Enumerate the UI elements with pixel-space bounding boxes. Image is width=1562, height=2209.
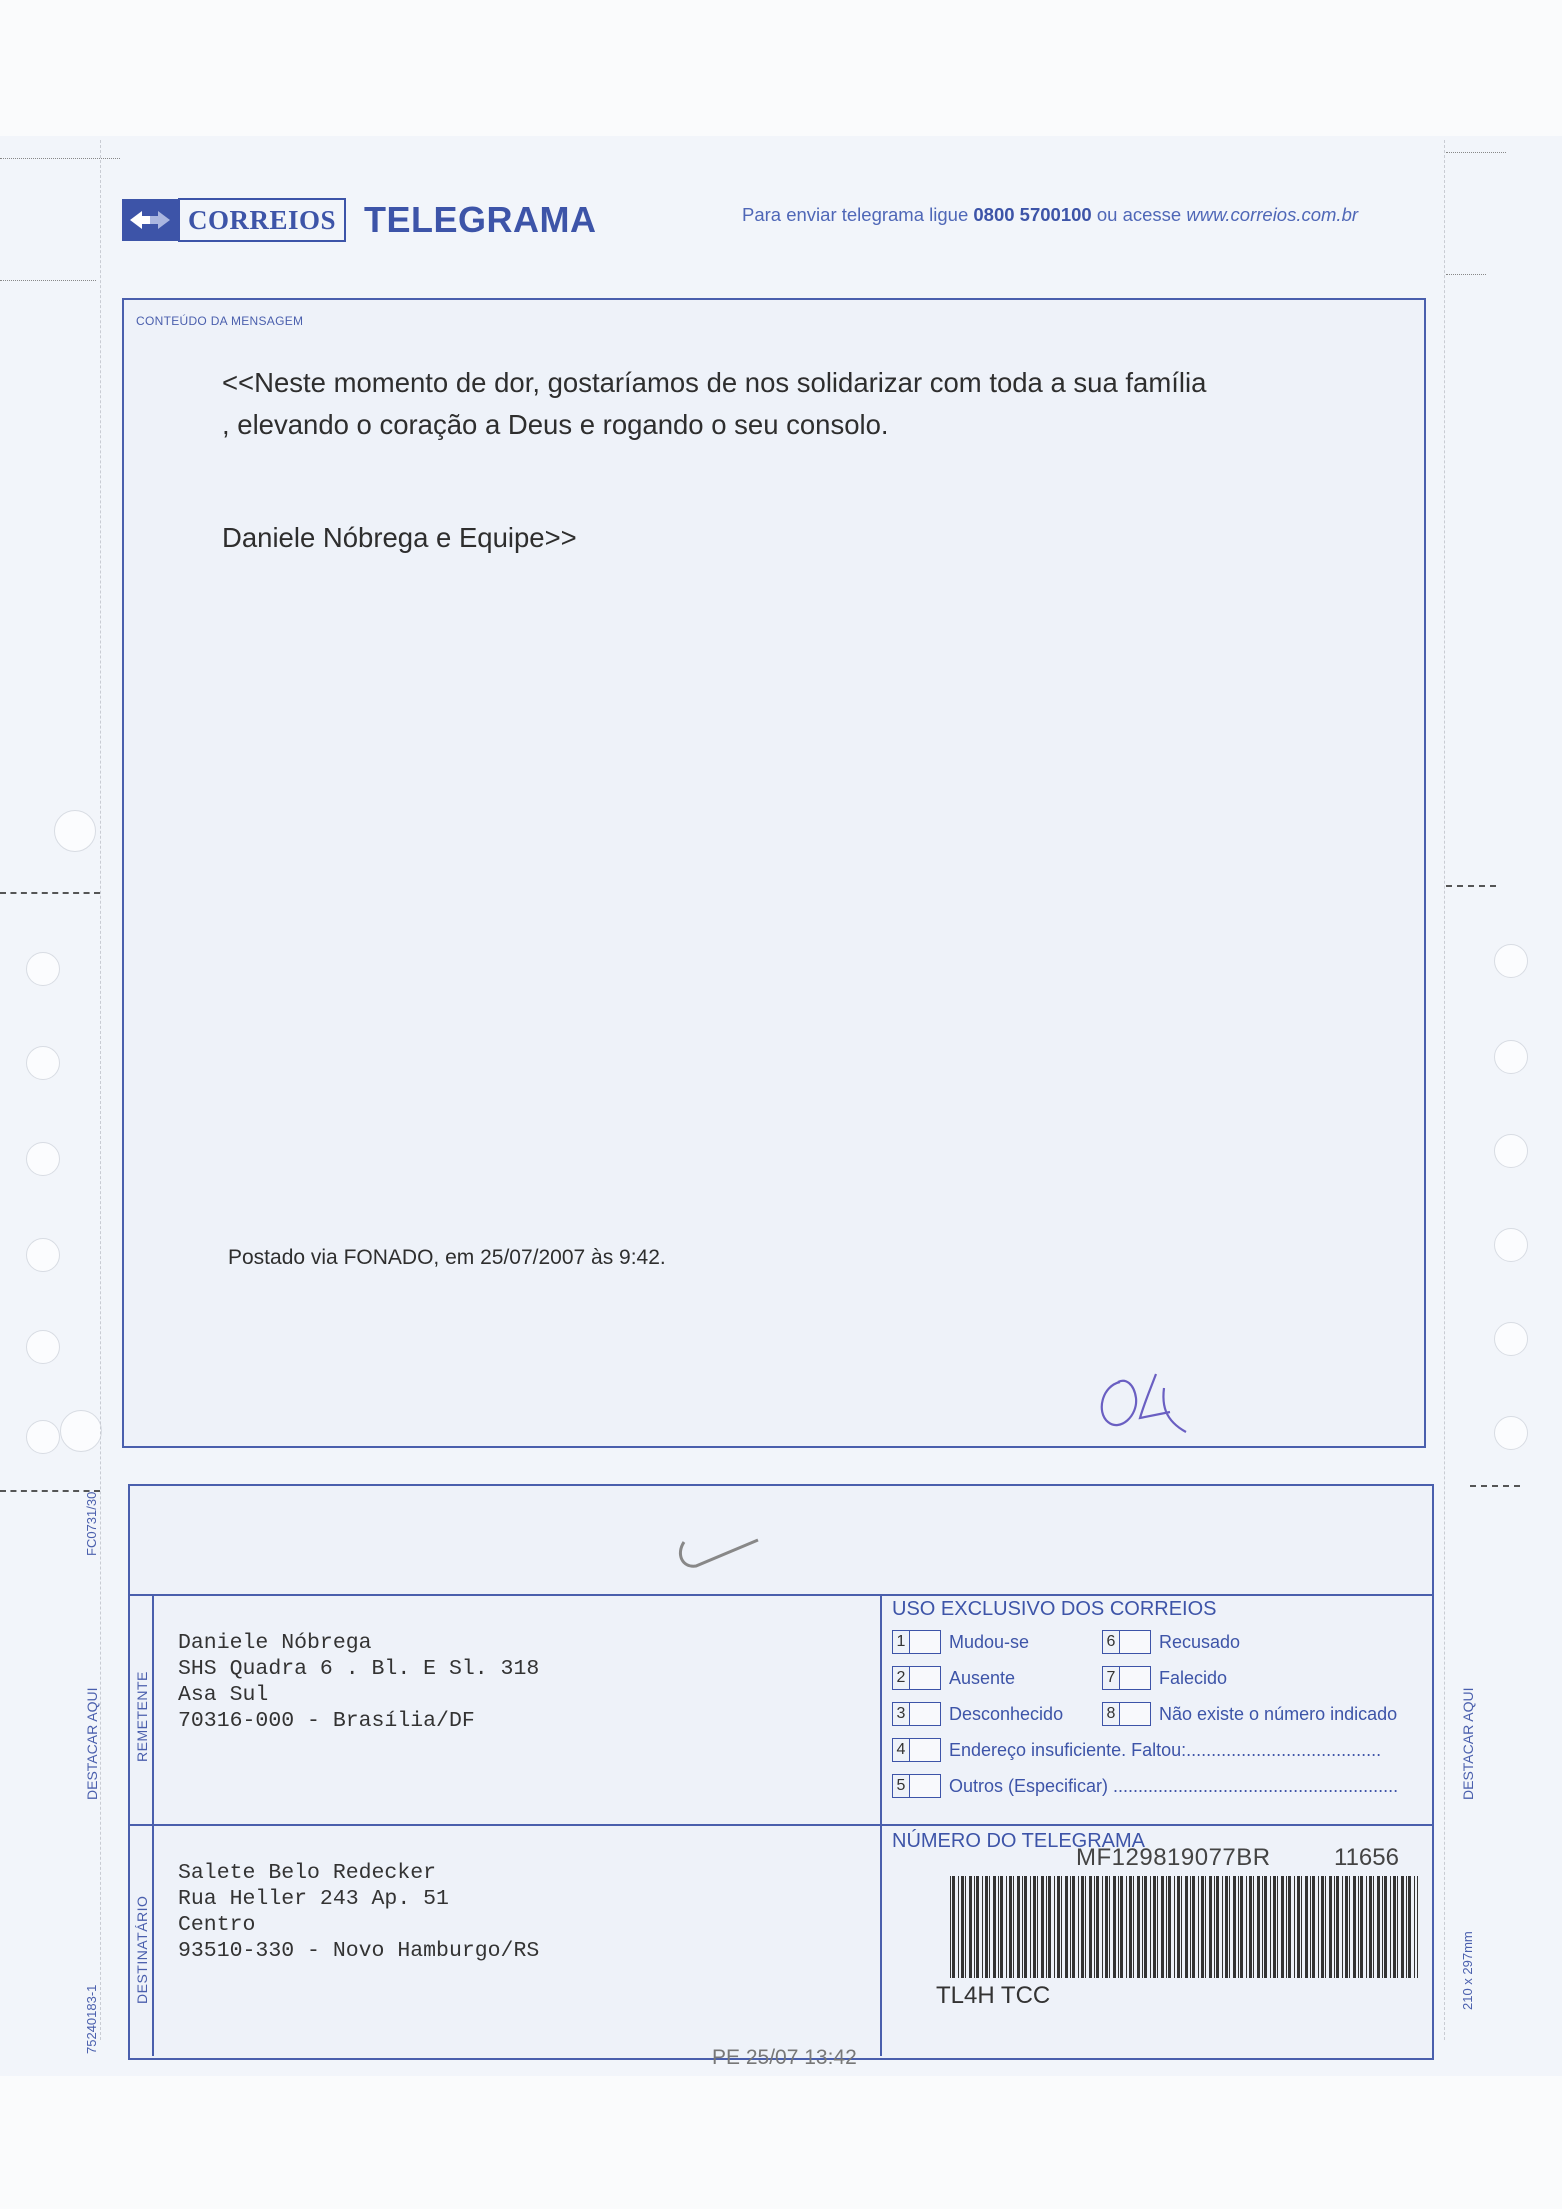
option-endereco-insuficiente[interactable]: 4 Endereço insuficiente. Faltou:....................................... (892, 1738, 1381, 1762)
form-divider (130, 1824, 1432, 1826)
postal-stamp: PE 25/07 13:42 (712, 2046, 857, 2069)
message-box (122, 298, 1426, 1448)
perforation-hole (1494, 944, 1528, 978)
tear-guide (1446, 274, 1486, 275)
telegram-number: MF129819077BR (1076, 1844, 1271, 1871)
paper-size: 210 x 297mm (1460, 1931, 1475, 2010)
message-label: CONTEÚDO DA MENSAGEM (136, 314, 304, 328)
perforation-hole (1494, 1416, 1528, 1450)
tear-guide (1470, 1485, 1520, 1487)
tear-guide (0, 158, 120, 159)
perforation-hole (54, 810, 96, 852)
option-outros[interactable]: 5 Outros (Especificar) ......................................................... (892, 1774, 1398, 1798)
posted-info: Postado via FONADO, em 25/07/2007 às 9:42. (228, 1246, 666, 1269)
margin-guide (1444, 140, 1445, 2040)
option-ausente[interactable]: 2 Ausente (892, 1666, 1015, 1690)
recipient-address: Salete Belo Redecker Rua Heller 243 Ap. 51 Centro 93510-330 - Novo Hamburgo/RS (178, 1861, 540, 1963)
detach-here-left: DESTACAR AQUI (84, 1687, 100, 1800)
staple-mark (676, 1528, 766, 1578)
header-info: Para enviar telegrama ligue 0800 5700100 ou acesse www.correios.com.br (742, 204, 1359, 225)
message-body: <<Neste momento de dor, gostaríamos de nos solidarizar com toda a sua família , elevando o coração a Deus e rogando o seu consolo. (222, 367, 1207, 440)
perforation-hole (1494, 1322, 1528, 1356)
form-top-area (130, 1486, 1432, 1596)
document-title: TELEGRAMA (364, 199, 597, 240)
form-code: FC0731/30 (84, 1491, 99, 1556)
option-recusado[interactable]: 6 Recusado (1102, 1630, 1240, 1654)
form-divider (130, 1594, 1432, 1596)
sender-address: Daniele Nóbrega SHS Quadra 6 . Bl. E Sl. 318 Asa Sul 70316-000 - Brasília/DF (178, 1631, 540, 1733)
form-divider (880, 1594, 882, 2056)
correios-arrow-icon (122, 199, 178, 241)
perforation-hole (1494, 1228, 1528, 1262)
perforation-hole (26, 1330, 60, 1364)
margin-guide (100, 140, 101, 2040)
correios-logo (122, 198, 597, 242)
perforation-hole (26, 1238, 60, 1272)
address-form (128, 1484, 1434, 2060)
handwritten-mark (1090, 1360, 1200, 1445)
perforation-hole (26, 952, 60, 986)
perforation-hole (26, 1046, 60, 1080)
recipient-label: DESTINATÁRIO (134, 1895, 150, 2004)
logo-wordmark: CORREIOS (178, 198, 346, 242)
tear-guide (0, 280, 96, 281)
serial-number: 75240183-1 (84, 1984, 99, 2054)
telegram-number-title: NÚMERO DO TELEGRAMA (892, 1830, 1145, 1852)
tear-guide (0, 892, 100, 894)
perforation-hole (26, 1420, 60, 1454)
telegram-barcode (950, 1876, 1418, 1978)
perforation-hole (1494, 1040, 1528, 1074)
sender-label: REMETENTE (134, 1671, 150, 1762)
option-mudou-se[interactable]: 1 Mudou-se (892, 1630, 1029, 1654)
uso-exclusivo-title: USO EXCLUSIVO DOS CORREIOS (892, 1598, 1217, 1620)
option-nao-existe-numero[interactable]: 8 Não existe o número indicado (1102, 1702, 1397, 1726)
perforation-hole (26, 1142, 60, 1176)
perforation-hole (60, 1410, 102, 1452)
option-falecido[interactable]: 7 Falecido (1102, 1666, 1227, 1690)
telegram-code: 11656 (1334, 1844, 1399, 1871)
tear-guide (1446, 885, 1496, 887)
message-signature: Daniele Nóbrega e Equipe>> (222, 522, 577, 553)
form-divider (152, 1594, 154, 2056)
barcode-text: TL4H TCC (936, 1982, 1051, 2009)
perforation-hole (1494, 1134, 1528, 1168)
tear-guide (1446, 152, 1506, 153)
detach-here-right: DESTACAR AQUI (1460, 1687, 1476, 1800)
option-desconhecido[interactable]: 3 Desconhecido (892, 1702, 1063, 1726)
